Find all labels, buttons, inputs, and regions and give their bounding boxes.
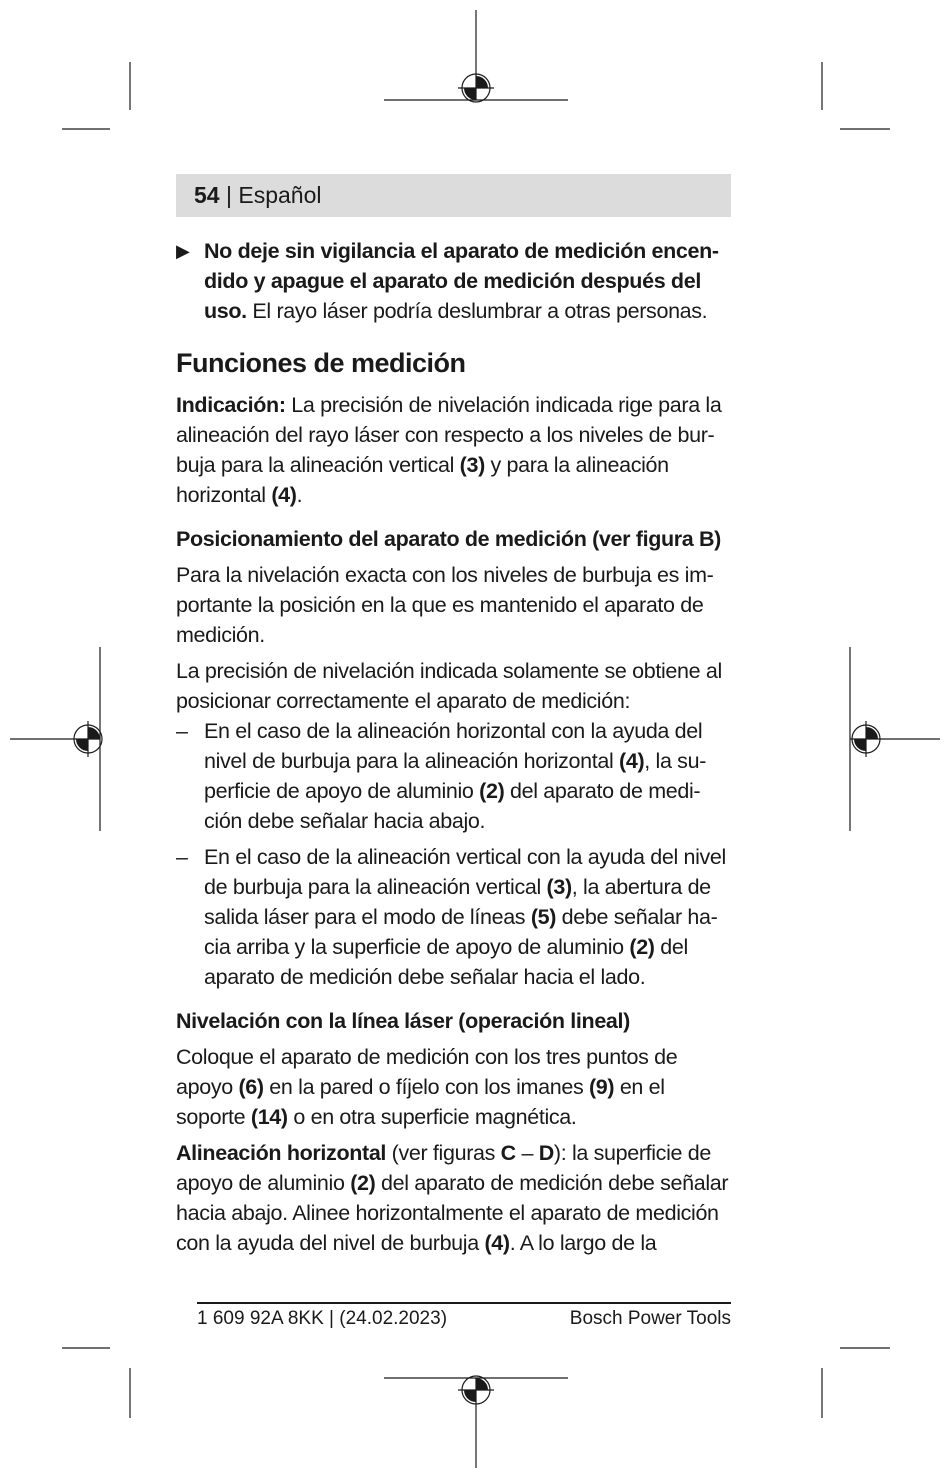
figure-reference: D: [538, 1141, 554, 1165]
body-text: del aparato de medición debe señalar hacia abajo. Alinee horizontalmente el aparato de medición con la ayuda del nivel de burbuja: [176, 1171, 729, 1255]
list-text: En el caso de la alineación vertical con la ayuda del nivel de burbuja para la alineación vertical: [204, 845, 726, 899]
reference-number: (4): [271, 483, 297, 507]
reference-number: (3): [459, 453, 485, 477]
leveling-paragraph-2: [176, 1138, 731, 1258]
list-text: , la superficie de apoyo de aluminio: [204, 749, 707, 803]
figure-reference: C: [500, 1141, 516, 1165]
warning-arrow-icon: ▶: [176, 241, 190, 261]
reference-number: (4): [484, 1231, 510, 1255]
page-content: [176, 236, 731, 1264]
leveling-heading: Nivelación con la línea láser (operación lineal): [176, 1009, 630, 1033]
list-item: [176, 842, 731, 992]
body-text: –: [515, 1141, 539, 1165]
indication-text: .: [296, 483, 303, 507]
reference-number: (5): [530, 905, 557, 929]
warning-text: El rayo láser podría deslumbrar a otras personas.: [246, 299, 708, 323]
footer-rule: [197, 1302, 731, 1304]
list-dash: –: [176, 845, 188, 869]
horizontal-alignment-label: Alineación horizontal: [176, 1141, 387, 1165]
body-text: (ver figuras: [386, 1141, 501, 1165]
reference-number: (6): [238, 1075, 264, 1099]
leveling-paragraph-1: [176, 1042, 731, 1132]
footer-brand: Bosch Power Tools: [569, 1308, 731, 1329]
indication-label: Indicación:: [176, 393, 286, 417]
reference-number: (14): [250, 1105, 288, 1129]
positioning-heading: Posicionamiento del aparato de medición (ver figura B): [176, 527, 721, 551]
list-item: [176, 716, 731, 836]
positioning-paragraph-2: La precisión de nivelación indicada solamente se obtiene al posicionar correctamente el aparato de medición:: [176, 659, 722, 713]
list-text: En el caso de la alineación horizontal con la ayuda del nivel de burbuja para la alineación horizontal: [204, 719, 703, 773]
list-text: del aparato de medición debe señalar hacia abajo.: [204, 779, 701, 833]
positioning-paragraph-1: Para la nivelación exacta con los niveles de burbuja es importante la posición en la que es mantenido el aparato de medición.: [176, 563, 714, 647]
page-number: 54: [194, 182, 220, 208]
reference-number: (3): [546, 875, 572, 899]
list-text: , la abertura de salida láser para el modo de líneas: [204, 875, 711, 929]
section-title: Funciones de medición: [176, 348, 466, 378]
safety-warning: [176, 236, 731, 326]
reference-number: (9): [588, 1075, 615, 1099]
body-text: . A lo largo de la: [509, 1231, 657, 1255]
warning-bold-text: No deje sin vigilancia el aparato de medición encendido y apague el aparato de medición después del uso.: [204, 239, 720, 323]
reference-number: (2): [479, 779, 505, 803]
reference-number: (2): [350, 1171, 376, 1195]
list-text: del aparato de medición debe señalar hacia el lado.: [204, 935, 688, 989]
reference-number: (2): [629, 935, 655, 959]
indication-paragraph: [176, 390, 731, 510]
indication-text: La precisión de nivelación indicada rige para la alineación del rayo láser con respecto a los niveles de burbuja para la alineación vertical: [176, 393, 722, 477]
indication-text: y para la alineación horizontal: [176, 453, 669, 507]
footer-doc-number: 1 609 92A 8KK | (24.02.2023): [197, 1308, 448, 1329]
list-dash: –: [176, 719, 188, 743]
body-text: Coloque el aparato de medición con los tres puntos de apoyo: [176, 1045, 678, 1099]
body-text: en el soporte: [176, 1075, 665, 1129]
header-language: Español: [238, 182, 322, 208]
list-text: debe señalar hacia arriba y la superficie de apoyo de aluminio: [204, 905, 718, 959]
reference-number: (4): [619, 749, 645, 773]
body-text: en la pared o fíjelo con los imanes: [263, 1075, 589, 1099]
page-header: [176, 174, 731, 217]
body-text: o en otra superficie magnética.: [287, 1105, 577, 1129]
header-separator: |: [225, 182, 232, 208]
body-text: ): la superficie de apoyo de aluminio: [176, 1141, 711, 1195]
